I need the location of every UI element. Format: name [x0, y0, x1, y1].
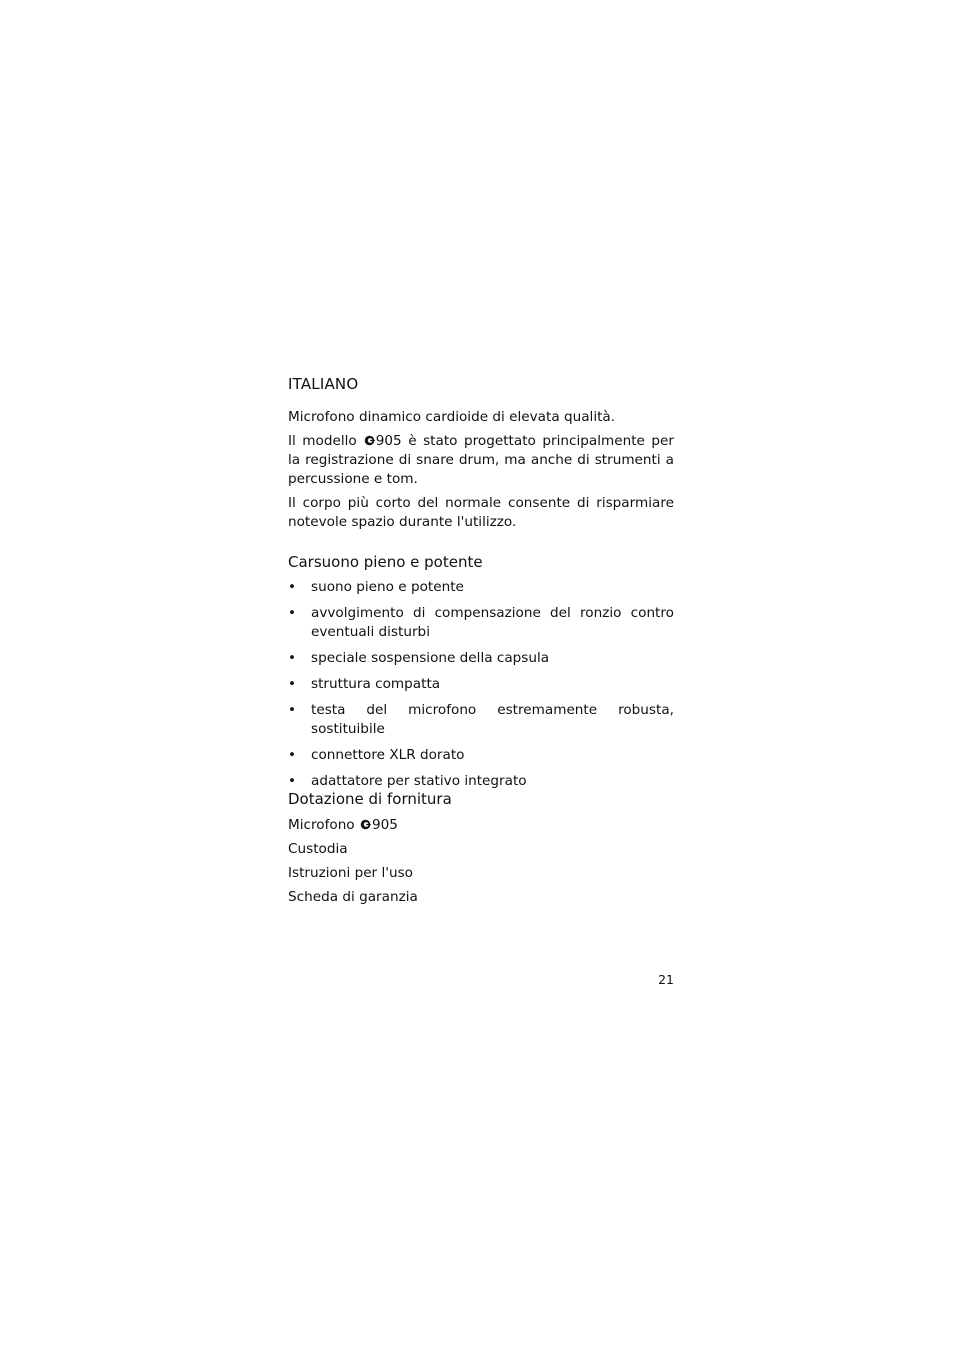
feature-text: avvolgimento di compensazione del ronzio contro eventuali disturbi	[311, 605, 674, 640]
bullet-icon: •	[288, 773, 297, 789]
delivery-heading: Dotazione di fornitura	[288, 790, 452, 808]
delivery-item-text: Microfono	[288, 817, 359, 833]
bullet-icon: •	[288, 605, 297, 621]
bullet-icon: •	[288, 702, 297, 718]
bullet-icon: •	[288, 676, 297, 692]
intro-paragraph-3: Il corpo più corto del normale consente di risparmiare notevole spazio durante l'utilizzo.	[288, 495, 674, 530]
language-heading: ITALIANO	[288, 375, 359, 393]
feature-text: testa del microfono estremamente robusta, sostituibile	[311, 702, 674, 737]
intro-section	[288, 408, 674, 537]
brand-logo-icon	[360, 819, 371, 830]
bullet-icon: •	[288, 650, 297, 666]
features-list	[288, 578, 674, 798]
list-item: Istruzioni per l'uso	[288, 865, 413, 881]
list-item	[288, 604, 674, 642]
intro-p2-start: Il modello	[288, 433, 357, 449]
delivery-item-model: 905	[371, 817, 398, 833]
feature-text: adattatore per stativo integrato	[311, 773, 527, 789]
intro-p2-rest: è stato progettato principalmente per la registrazione di snare drum, ma anche di strumenti a percussione e tom.	[288, 433, 674, 487]
list-item	[288, 649, 674, 668]
bullet-icon: •	[288, 747, 297, 763]
bullet-icon: •	[288, 579, 297, 595]
list-item	[288, 816, 674, 835]
delivery-list	[288, 816, 674, 912]
features-heading: Carsuono pieno e potente	[288, 553, 483, 571]
brand-logo-icon	[364, 435, 375, 446]
list-item: Custodia	[288, 841, 348, 857]
intro-paragraph-2	[288, 432, 674, 489]
feature-text: struttura compatta	[311, 676, 441, 692]
page-number: 21	[658, 972, 674, 987]
list-item	[288, 772, 674, 791]
intro-p2-model: 905	[375, 433, 402, 449]
feature-text: connettore XLR dorato	[311, 747, 465, 763]
list-item	[288, 701, 674, 739]
list-item	[288, 578, 674, 597]
list-item	[288, 675, 674, 694]
feature-text: speciale sospensione della capsula	[311, 650, 550, 666]
intro-paragraph-1: Microfono dinamico cardioide di elevata qualità.	[288, 409, 616, 425]
list-item	[288, 746, 674, 765]
feature-text: suono pieno e potente	[311, 579, 464, 595]
list-item: Scheda di garanzia	[288, 889, 418, 905]
